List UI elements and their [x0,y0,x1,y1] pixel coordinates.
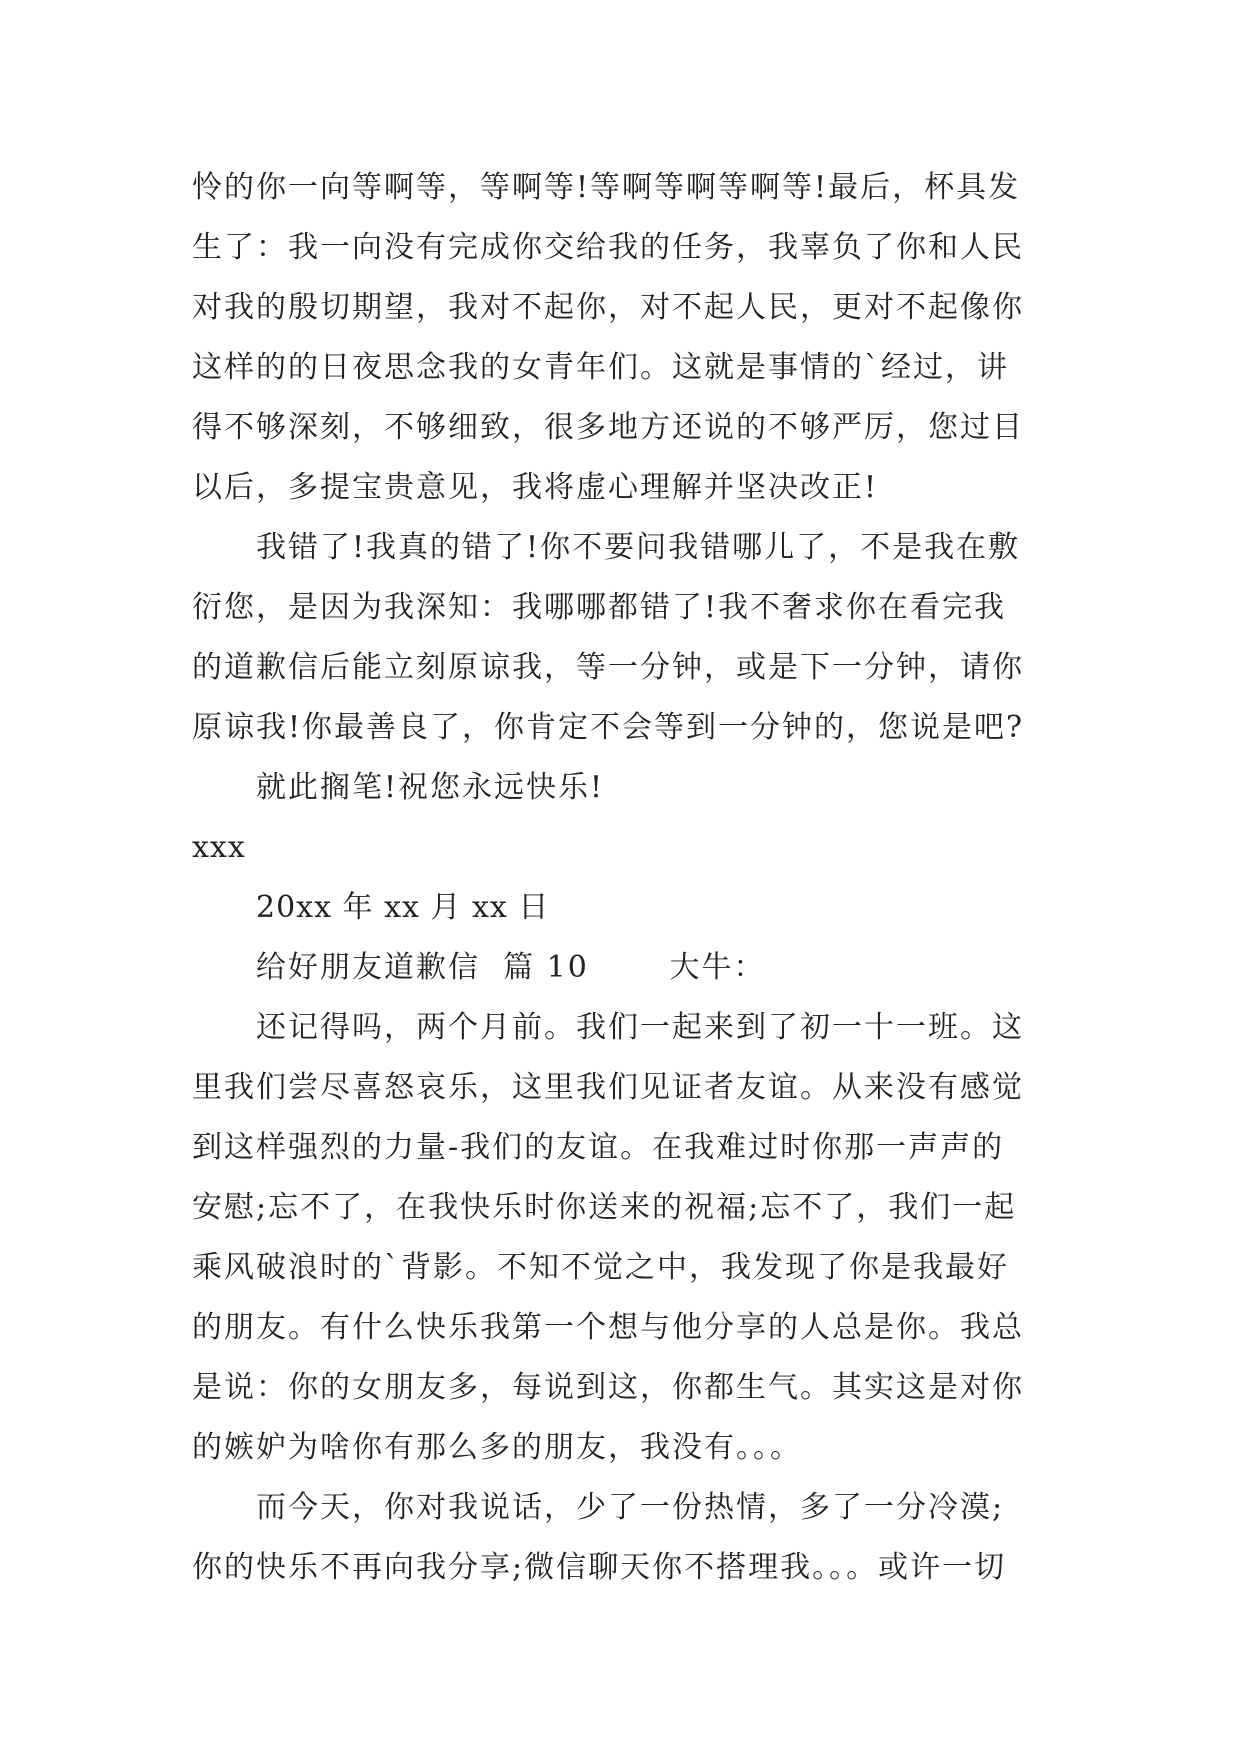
letter-body [192,158,1072,1598]
text-line: 安慰;忘不了，在我快乐时你送来的祝福;忘不了，我们一起 [192,1190,1017,1225]
text-line: 对我的殷切期望，我对不起你，对不起人民，更对不起像你 [192,290,1024,325]
text-line: 是说：你的女朋友多，每说到这，你都生气。其实这是对你 [192,1370,1024,1405]
text-line: 的朋友。有什么快乐我第一个想与他分享的人总是你。我总 [192,1310,1024,1345]
text-line: 里我们尝尽喜怒哀乐，这里我们见证者友谊。从来没有感觉 [192,1070,1024,1105]
paragraph-start-line: 而今天，你对我说话，少了一份热情，多了一分冷漠; [256,1490,1005,1525]
text-line: 的道歉信后能立刻原谅我，等一分钟，或是下一分钟，请你 [192,650,1024,685]
text-line: 以后，多提宝贵意见，我将虚心理解并坚决改正! [192,470,879,505]
text-line: 到这样强烈的力量-我们的友谊。在我难过时你那一声声的 [192,1130,1005,1165]
text-line: 的嫉妒为啥你有那么多的朋友，我没有。。。 [192,1430,802,1465]
signature: xxx [192,830,246,865]
text-line: 得不够深刻，不够细致，很多地方还说的不够严厉，您过目 [192,410,1024,445]
closing-line: 就此搁笔!祝您永远快乐! [256,770,605,805]
date-line: 20xx 年 xx 月 xx 日 [256,890,550,925]
text-line: 怜的你一向等啊等，等啊等!等啊等啊等啊等!最后，杯具发 [192,170,1021,205]
text-line: 衍您，是因为我深知：我哪哪都错了!我不奢求你在看完我 [192,590,1007,625]
text-line: 这样的的日夜思念我的女青年们。这就是事情的`经过，讲 [192,350,1009,385]
paragraph-start-line: 我错了!我真的错了!你不要问我错哪儿了，不是我在敷 [256,530,1021,565]
section-heading: 给好朋友道歉信 篇 10 大牛： [256,950,766,985]
text-line: 生了：我一向没有完成你交给我的任务，我辜负了你和人民 [192,230,1024,265]
text-line: 原谅我!你最善良了，你肯定不会等到一分钟的，您说是吧? [192,710,1025,745]
text-line: 乘风破浪时的`背影。不知不觉之中，我发现了你是我最好 [192,1250,1009,1285]
text-line: 你的快乐不再向我分享;微信聊天你不搭理我。。。或许一切 [192,1550,1007,1585]
paragraph-start-line: 还记得吗，两个月前。我们一起来到了初一十一班。这 [256,1010,1024,1045]
